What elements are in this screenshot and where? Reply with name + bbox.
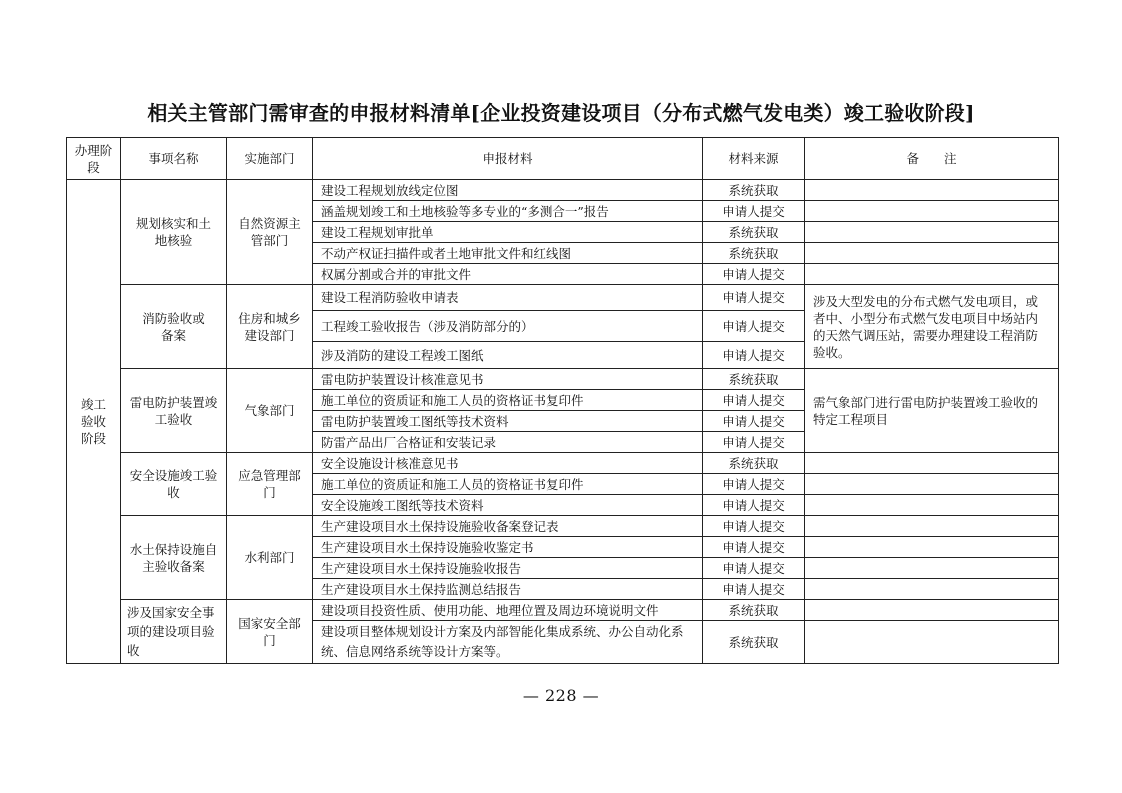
source-cell: 申请人提交: [703, 411, 805, 432]
source-cell: 申请人提交: [703, 474, 805, 495]
note-cell: [805, 495, 1059, 516]
source-cell: 申请人提交: [703, 342, 805, 369]
source-cell: 申请人提交: [703, 558, 805, 579]
material-cell: 雷电防护装置设计核准意见书: [313, 369, 703, 390]
material-cell: 涵盖规划竣工和土地核验等多专业的“多测合一”报告: [313, 201, 703, 222]
material-cell: 安全设施竣工图纸等技术资料: [313, 495, 703, 516]
header-material: 申报材料: [313, 138, 703, 180]
source-cell: 申请人提交: [703, 285, 805, 311]
material-cell: 生产建设项目水土保持设施验收鉴定书: [313, 537, 703, 558]
source-cell: 申请人提交: [703, 201, 805, 222]
material-cell: 施工单位的资质证和施工人员的资格证书复印件: [313, 474, 703, 495]
note-cell: [805, 621, 1059, 664]
material-cell: 施工单位的资质证和施工人员的资格证书复印件: [313, 390, 703, 411]
note-cell: [805, 264, 1059, 285]
source-cell: 系统获取: [703, 369, 805, 390]
header-row: [67, 138, 1059, 180]
material-cell: 不动产权证扫描件或者土地审批文件和红线图: [313, 243, 703, 264]
table-row: [67, 180, 1059, 201]
material-cell: 权属分割或合并的审批文件: [313, 264, 703, 285]
material-cell: 涉及消防的建设工程竣工图纸: [313, 342, 703, 369]
note-cell: 涉及大型发电的分布式燃气发电项目，或者中、小型分布式燃气发电项目中场站内的天然气调压站，需要办理建设工程消防验收。: [805, 285, 1059, 369]
header-dept: 实施部门: [227, 138, 313, 180]
dept-name: 自然资源主管部门: [227, 180, 313, 285]
table-row: [67, 285, 1059, 311]
dept-name: 国家安全部门: [227, 600, 313, 664]
dept-name: 气象部门: [227, 369, 313, 453]
source-cell: 系统获取: [703, 222, 805, 243]
source-cell: 系统获取: [703, 600, 805, 621]
dept-name: 住房和城乡建设部门: [227, 285, 313, 369]
item-name: 规划核实和土地核验: [121, 180, 227, 285]
material-cell: 生产建设项目水土保持监测总结报告: [313, 579, 703, 600]
note-cell: [805, 474, 1059, 495]
note-cell: [805, 516, 1059, 537]
material-cell: 建设项目整体规划设计方案及内部智能化集成系统、办公自动化系统、信息网络系统等设计方案等。: [313, 621, 703, 664]
source-cell: 系统获取: [703, 453, 805, 474]
header-note: 备 注: [805, 138, 1059, 180]
header-source: 材料来源: [703, 138, 805, 180]
item-name: 雷电防护装置竣工验收: [121, 369, 227, 453]
dept-name: 应急管理部门: [227, 453, 313, 516]
source-cell: 申请人提交: [703, 390, 805, 411]
source-cell: 申请人提交: [703, 264, 805, 285]
item-name: 消防验收或备案: [121, 285, 227, 369]
material-cell: 建设工程消防验收申请表: [313, 285, 703, 311]
source-cell: 申请人提交: [703, 516, 805, 537]
material-cell: 雷电防护装置竣工图纸等技术资料: [313, 411, 703, 432]
table-row: [67, 453, 1059, 474]
source-cell: 申请人提交: [703, 495, 805, 516]
item-name: 水土保持设施自主验收备案: [121, 516, 227, 600]
source-cell: 申请人提交: [703, 579, 805, 600]
source-cell: 申请人提交: [703, 537, 805, 558]
materials-table: [66, 137, 1059, 664]
note-cell: [805, 537, 1059, 558]
material-cell: 生产建设项目水土保持设施验收报告: [313, 558, 703, 579]
note-cell: [805, 453, 1059, 474]
page-title: 相关主管部门需审查的申报材料清单[企业投资建设项目（分布式燃气发电类）竣工验收阶段]: [147, 101, 975, 125]
material-cell: 建设工程规划审批单: [313, 222, 703, 243]
source-cell: 系统获取: [703, 180, 805, 201]
header-stage: 办理阶段: [67, 138, 121, 180]
dept-name: 水利部门: [227, 516, 313, 600]
table-row: [67, 516, 1059, 537]
table-row: [67, 600, 1059, 621]
source-cell: 系统获取: [703, 243, 805, 264]
material-cell: 防雷产品出厂合格证和安装记录: [313, 432, 703, 453]
material-cell: 建设工程规划放线定位图: [313, 180, 703, 201]
source-cell: 申请人提交: [703, 432, 805, 453]
stage-cell: 竣工验收阶段: [67, 180, 121, 664]
note-cell: [805, 600, 1059, 621]
note-cell: 需气象部门进行雷电防护装置竣工验收的特定工程项目: [805, 369, 1059, 453]
page-number: — 228 —: [522, 686, 600, 705]
source-cell: 申请人提交: [703, 311, 805, 342]
material-cell: 建设项目投资性质、使用功能、地理位置及周边环境说明文件: [313, 600, 703, 621]
material-cell: 安全设施设计核准意见书: [313, 453, 703, 474]
note-cell: [805, 222, 1059, 243]
note-cell: [805, 201, 1059, 222]
note-cell: [805, 243, 1059, 264]
note-cell: [805, 558, 1059, 579]
item-name: 涉及国家安全事项的建设项目验收: [121, 600, 227, 664]
table-row: [67, 369, 1059, 390]
item-name: 安全设施竣工验收: [121, 453, 227, 516]
header-item: 事项名称: [121, 138, 227, 180]
note-cell: [805, 180, 1059, 201]
material-cell: 生产建设项目水土保持设施验收备案登记表: [313, 516, 703, 537]
note-cell: [805, 579, 1059, 600]
material-cell: 工程竣工验收报告（涉及消防部分的）: [313, 311, 703, 342]
source-cell: 系统获取: [703, 621, 805, 664]
